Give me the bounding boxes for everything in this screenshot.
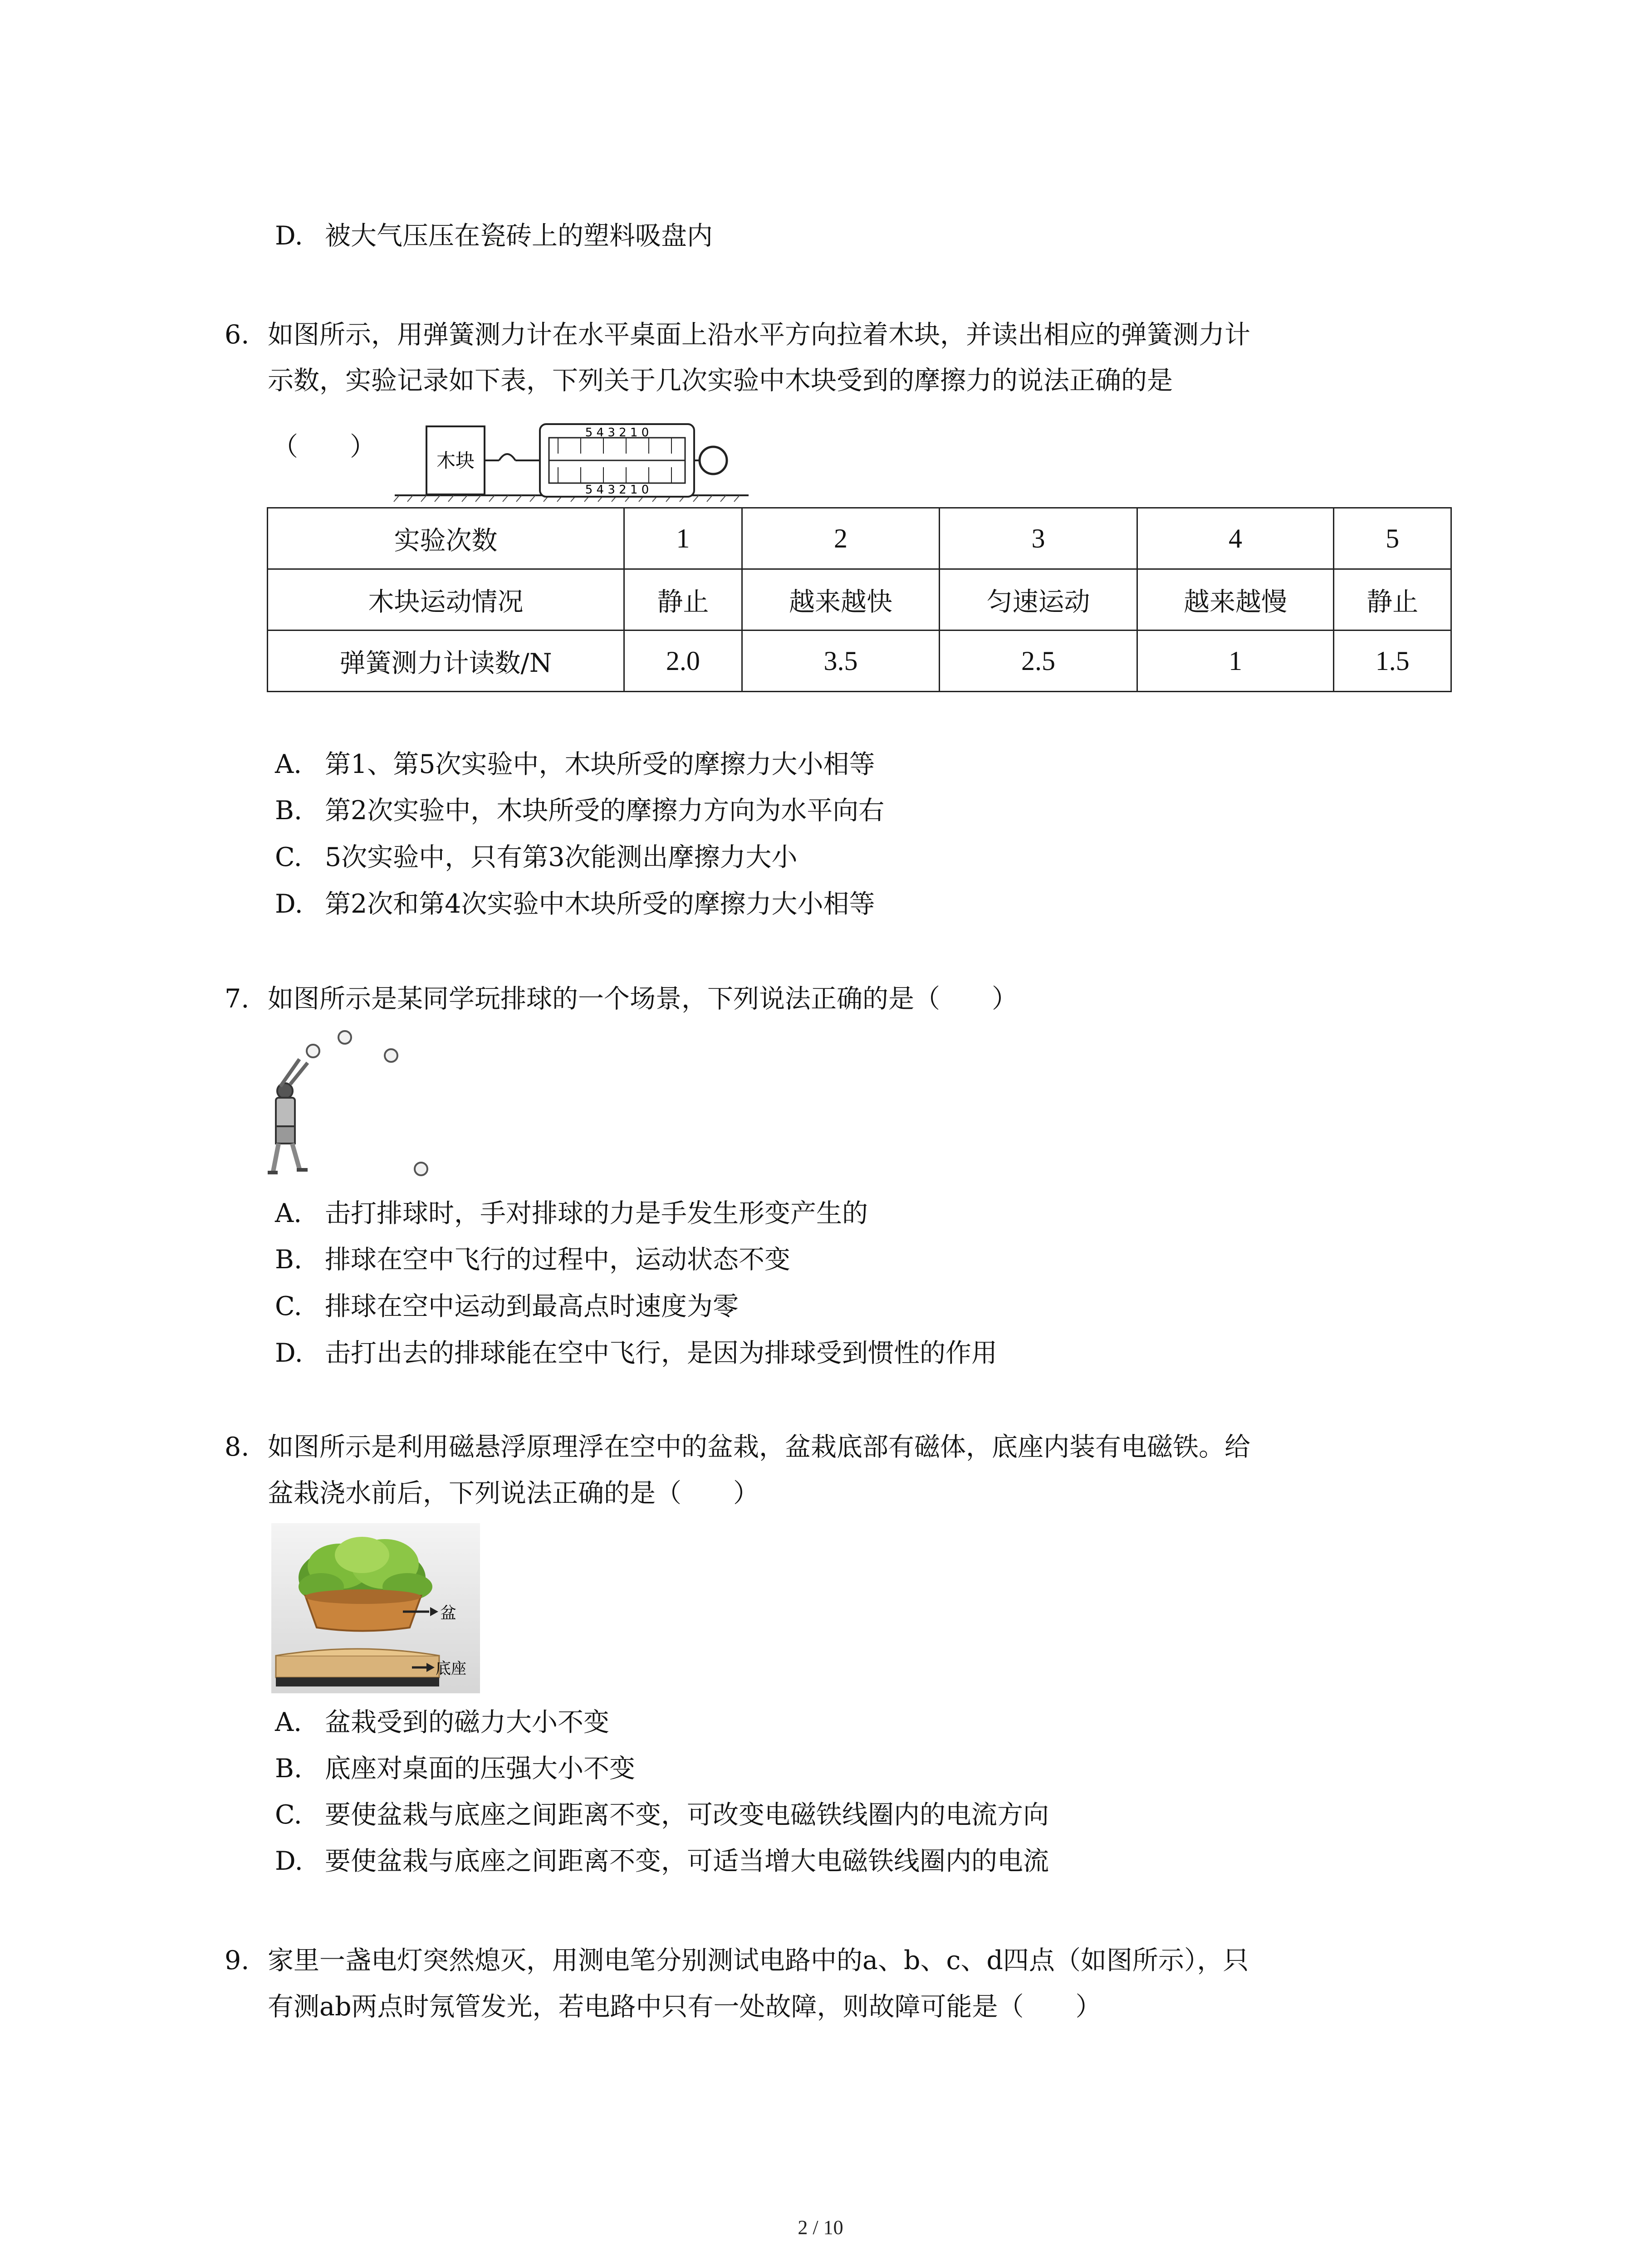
- table-header-row: [268, 508, 1451, 569]
- option-letter: B.: [275, 1754, 303, 1784]
- question-number: 7.: [225, 984, 250, 1014]
- hook: [499, 454, 515, 460]
- q8-option-d: [275, 1845, 1049, 1877]
- q7-option-c: [275, 1290, 739, 1322]
- option-letter: A.: [275, 749, 302, 779]
- option-letter: D.: [275, 221, 303, 251]
- option-text: 盆栽受到的磁力大小不变: [325, 1707, 609, 1737]
- table-cell: 越来越慢: [1137, 569, 1333, 631]
- option-text: 第2次实验中，木块所受的摩擦力方向为水平向右: [325, 796, 885, 826]
- player-icon: [268, 1059, 308, 1173]
- option-letter: B.: [275, 796, 303, 826]
- q9-stem-line1: [225, 1945, 1249, 1976]
- question-number: 8.: [225, 1432, 250, 1462]
- option-text: 第2次和第4次实验中木块所受的摩擦力大小相等: [325, 889, 875, 919]
- option-letter: D.: [275, 1338, 303, 1368]
- ball-icon: [338, 1031, 351, 1044]
- maglev-plant-figure: [271, 1523, 480, 1693]
- table-cell: 越来越快: [742, 569, 939, 631]
- option-letter: D.: [275, 1846, 303, 1876]
- option-text: 击打出去的排球能在空中飞行，是因为排球受到惯性的作用: [325, 1338, 997, 1368]
- label-base: 底座: [436, 1660, 466, 1678]
- q8-stem-line1: [225, 1431, 1250, 1463]
- scale-numbers-top: 5 4 3 2 1 0: [585, 426, 649, 440]
- question-number: 9.: [225, 1945, 250, 1975]
- option-letter: A.: [275, 1707, 302, 1737]
- stem-text: 如图所示，用弹簧测力计在水平桌面上沿水平方向拉着木块，并读出相应的弹簧测力计: [268, 320, 1250, 350]
- option-text: 底座对桌面的压强大小不变: [325, 1754, 635, 1784]
- table-cell: 1: [1137, 631, 1333, 692]
- stem-text: 家里一盏电灯突然熄灭，用测电笔分别测试电路中的a、b、c、d四点（如图所示），只: [268, 1945, 1249, 1975]
- experiment-table: [267, 507, 1452, 692]
- ball-icon: [415, 1163, 427, 1175]
- q8-option-a: [275, 1706, 609, 1738]
- stem-text: 如图所示是利用磁悬浮原理浮在空中的盆栽，盆栽底部有磁体，底座内装有电磁铁。给: [268, 1432, 1250, 1462]
- table-cell: 木块运动情况: [268, 569, 624, 631]
- question-number: 6.: [225, 320, 250, 350]
- table-cell: 静止: [1334, 569, 1451, 631]
- option-text: 排球在空中飞行的过程中，运动状态不变: [325, 1245, 790, 1275]
- option-text: 要使盆栽与底座之间距离不变，可改变电磁铁线圈内的电流方向: [325, 1800, 1049, 1830]
- q8-option-c: [275, 1799, 1049, 1831]
- q6-option-a: [275, 748, 875, 780]
- ball-icon: [307, 1045, 319, 1057]
- q6-option-d: [275, 888, 875, 920]
- ball-icon: [385, 1049, 397, 1062]
- scale-numbers-bottom: 5 4 3 2 1 0: [585, 483, 649, 497]
- table-cell: 2.5: [940, 631, 1137, 692]
- page-number: 2 / 10: [798, 2216, 843, 2239]
- option-letter: D.: [275, 889, 303, 919]
- q7-option-d: [275, 1337, 997, 1369]
- q9-stem-line2: 有测ab两点时氖管发光，若电路中只有一处故障，则故障可能是（ ）: [268, 1992, 1102, 2022]
- block-label: 木块: [436, 450, 475, 472]
- table-cell: 3.5: [742, 631, 939, 692]
- table-cell: 5: [1334, 508, 1451, 569]
- table-cell: 匀速运动: [940, 569, 1137, 631]
- q7-option-a: [275, 1198, 868, 1229]
- option-text: 第1、第5次实验中，木块所受的摩擦力大小相等: [325, 749, 875, 779]
- q6-option-c: [275, 841, 798, 873]
- option-text: 要使盆栽与底座之间距离不变，可适当增大电磁铁线圈内的电流: [325, 1846, 1049, 1876]
- option-text: 5次实验中，只有第3次能测出摩擦力大小: [325, 842, 798, 872]
- table-cell: 1.5: [1334, 631, 1451, 692]
- stem-text: 如图所示是某同学玩排球的一个场景，下列说法正确的是（ ）: [268, 984, 1018, 1014]
- q6-paren: （ ）: [272, 432, 376, 462]
- option-letter: C.: [275, 842, 302, 872]
- scale-ring: [700, 447, 727, 474]
- volleyball-figure: [254, 1023, 445, 1186]
- q7-stem: [225, 983, 1018, 1015]
- option-text: 击打排球时，手对排球的力是手发生形变产生的: [325, 1198, 868, 1228]
- option-letter: B.: [275, 1245, 303, 1275]
- table-cell: 4: [1137, 508, 1333, 569]
- table-cell: 弹簧测力计读数/N: [268, 631, 624, 692]
- q8-stem-line2: 盆栽浇水前后，下列说法正确的是（ ）: [268, 1478, 759, 1508]
- option-letter: C.: [275, 1800, 302, 1830]
- q6-option-b: [275, 795, 884, 826]
- table-cell: 实验次数: [268, 508, 624, 569]
- option-letter: A.: [275, 1198, 302, 1228]
- q6-stem-line1: [225, 319, 1250, 351]
- table-cell: 1: [624, 508, 742, 569]
- label-pot: 盆: [440, 1604, 457, 1623]
- table-cell: 静止: [624, 569, 742, 631]
- option-letter: C.: [275, 1291, 302, 1321]
- option-text: 被大气压压在瓷砖上的塑料吸盘内: [325, 221, 713, 251]
- table-cell: 2: [742, 508, 939, 569]
- spring-scale-figure: [390, 417, 753, 503]
- q5-option-d: [275, 220, 713, 252]
- option-text: 排球在空中运动到最高点时速度为零: [325, 1291, 739, 1321]
- q6-stem-line2: 示数，实验记录如下表，下列关于几次实验中木块受到的摩擦力的说法正确的是: [268, 366, 1173, 396]
- table-row: [268, 631, 1451, 692]
- table-cell: 3: [940, 508, 1137, 569]
- table-cell: 2.0: [624, 631, 742, 692]
- q8-option-b: [275, 1753, 635, 1784]
- table-row: [268, 569, 1451, 631]
- q7-option-b: [275, 1244, 790, 1276]
